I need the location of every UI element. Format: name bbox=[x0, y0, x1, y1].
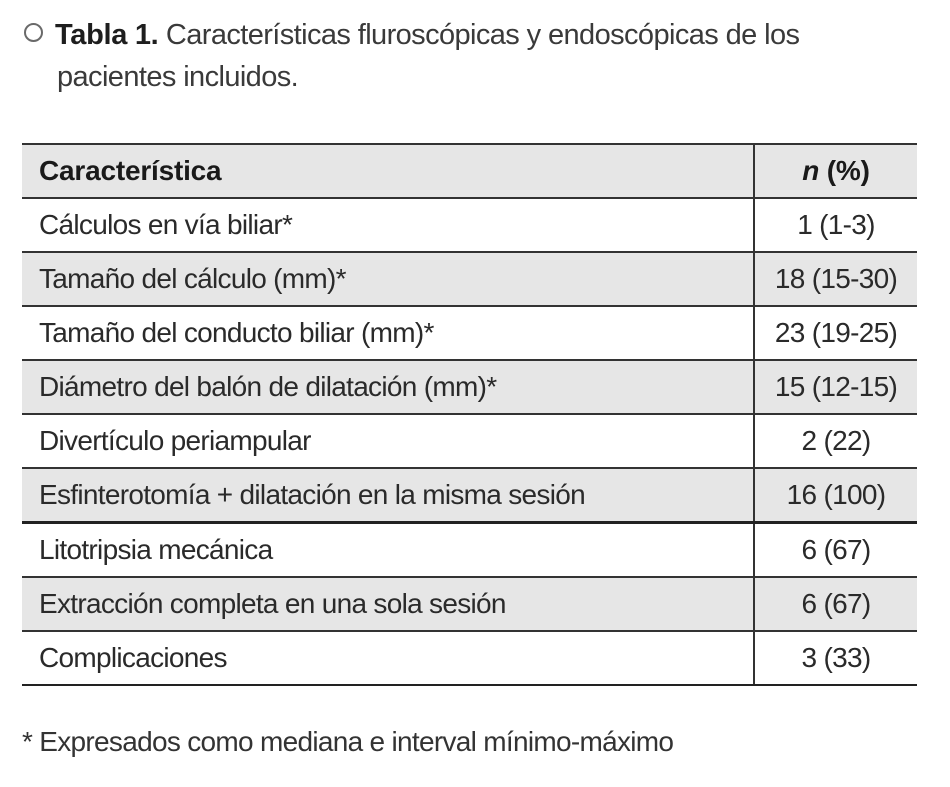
row-value: 6 (67) bbox=[754, 577, 917, 631]
table-header-row bbox=[22, 144, 917, 198]
row-label: Divertículo periampular bbox=[22, 414, 754, 468]
table-row bbox=[22, 523, 917, 578]
row-label: Diámetro del balón de dilatación (mm)* bbox=[22, 360, 754, 414]
header-n-percent bbox=[754, 144, 917, 198]
row-value: 6 (67) bbox=[754, 523, 917, 578]
table-row bbox=[22, 414, 917, 468]
header-characteristic: Característica bbox=[22, 144, 754, 198]
row-label: Esfinterotomía + dilatación en la misma sesión bbox=[22, 468, 754, 523]
row-label: Extracción completa en una sola sesión bbox=[22, 577, 754, 631]
table-caption bbox=[24, 14, 924, 98]
row-value: 15 (12-15) bbox=[754, 360, 917, 414]
circle-bullet-icon bbox=[24, 23, 43, 42]
table-row bbox=[22, 468, 917, 523]
table-row bbox=[22, 631, 917, 685]
row-label: Litotripsia mecánica bbox=[22, 523, 754, 578]
characteristics-table bbox=[22, 143, 917, 686]
row-label: Complicaciones bbox=[22, 631, 754, 685]
caption-text-line1: Características fluroscópicas y endoscópicas de los bbox=[165, 19, 800, 51]
header-percent: (%) bbox=[819, 155, 870, 186]
caption-label: Tabla 1. bbox=[55, 19, 159, 51]
row-value: 23 (19-25) bbox=[754, 306, 917, 360]
row-label: Cálculos en vía biliar* bbox=[22, 198, 754, 252]
row-label: Tamaño del cálculo (mm)* bbox=[22, 252, 754, 306]
row-value: 16 (100) bbox=[754, 468, 917, 523]
table-row bbox=[22, 577, 917, 631]
row-value: 2 (22) bbox=[754, 414, 917, 468]
row-label: Tamaño del conducto biliar (mm)* bbox=[22, 306, 754, 360]
table-row bbox=[22, 360, 917, 414]
header-n: n bbox=[802, 155, 820, 186]
table-footnote: * Expresados como mediana e interval mínimo-máximo bbox=[22, 726, 674, 757]
table-row bbox=[22, 252, 917, 306]
table-row bbox=[22, 198, 917, 252]
row-value: 3 (33) bbox=[754, 631, 917, 685]
caption-text-line2: pacientes incluidos. bbox=[57, 61, 299, 93]
row-value: 18 (15-30) bbox=[754, 252, 917, 306]
row-value: 1 (1-3) bbox=[754, 198, 917, 252]
table-row bbox=[22, 306, 917, 360]
